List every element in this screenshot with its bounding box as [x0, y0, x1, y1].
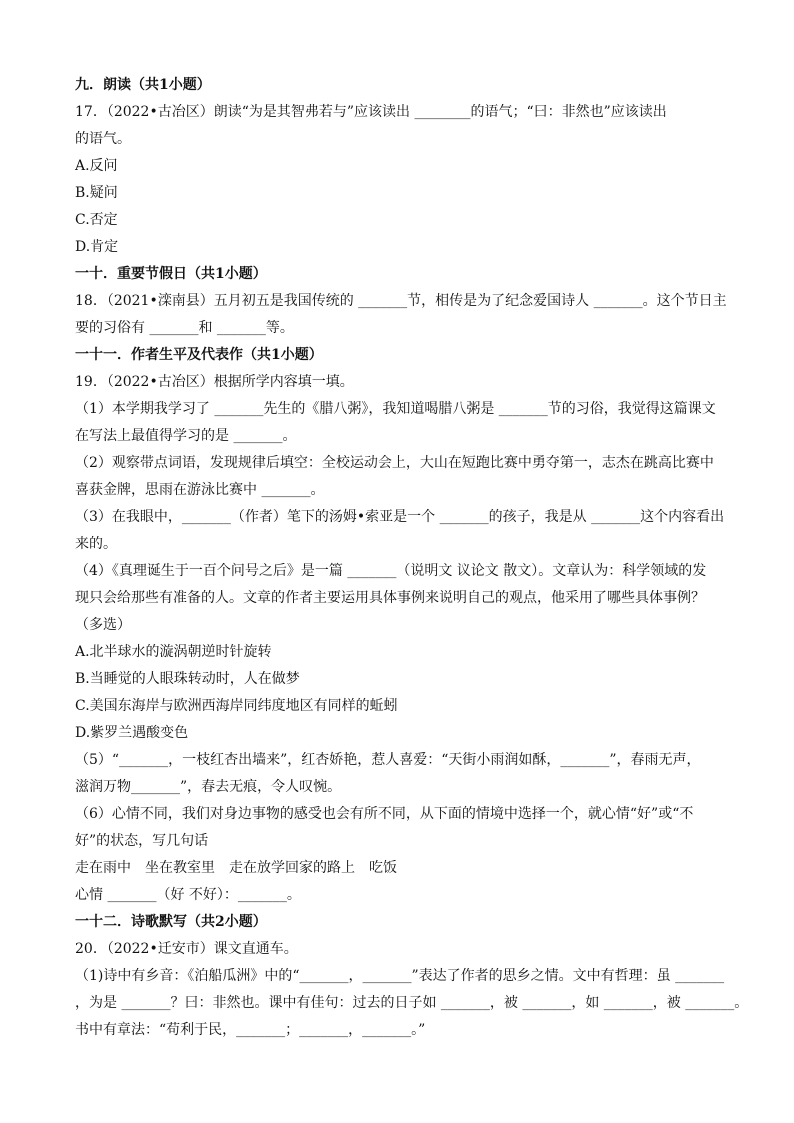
question-19-part-1-line-1: （1）本学期我学习了 _______先生的《腊八粥》，我知道喝腊八粥是 _______节的习俗，我觉得这篇课文 — [75, 401, 716, 417]
option-d: D.紫罗兰遇酸变色 — [75, 725, 189, 741]
section-heading-poetry: 一十二．诗歌默写（共2小题） — [75, 914, 267, 930]
question-19-part-4-line-2: 现只会给那些有准备的人。文章的作者主要运用具体事例来说明自己的观点，他采用了哪些具体事例？ — [75, 590, 705, 606]
question-19-part-6-line-4: 心情 _______（好 不好）：_______。 — [75, 887, 301, 903]
option-c: C.否定 — [75, 212, 118, 228]
question-19-part-1-line-2: 在写法上最值得学习的是 _______。 — [75, 428, 297, 444]
option-d: D.肯定 — [75, 239, 119, 255]
option-a: A.反问 — [75, 158, 118, 174]
section-heading-holidays: 一十．重要节假日（共1小题） — [75, 266, 267, 282]
question-19-part-4-line-1: （4）《真理诞生于一百个问号之后》是一篇 _______（说明文 议论文 散文）。文章认为：科学领域的发 — [75, 563, 707, 579]
question-19-part-6-line-3: 走在雨中 坐在教室里 走在放学回家的路上 吃饭 — [75, 860, 397, 876]
question-19-part-6-line-1: （6）心情不同，我们对身边事物的感受也会有所不同，从下面的情境中选择一个，就心情“好”或“不 — [75, 806, 694, 822]
document-page — [75, 72, 749, 1044]
section-heading-reading: 九．朗读（共1小题） — [75, 77, 211, 93]
section-heading-authors: 一十一．作者生平及代表作（共1小题） — [75, 347, 323, 363]
option-c: C.美国东海岸与欧洲西海岸同纬度地区有同样的蚯蚓 — [75, 698, 398, 714]
option-b: B.疑问 — [75, 185, 118, 201]
question-19-part-5-line-1: （5）“_______，一枝红杏出墙来”，红杏娇艳，惹人喜爱：“天街小雨润如酥，_______”，春雨无声， — [75, 752, 701, 768]
question-19-part-2-line-1: （2）观察带点词语，发现规律后填空：全校运动会上，大山在短跑比赛中勇夺第一，志杰在跳高比赛中 — [75, 455, 714, 471]
question-19-part-5-line-2: 滋润万物_______”，春去无痕，令人叹惋。 — [75, 779, 342, 795]
question-19-part-3-line-1: （3）在我眼中，_______（作者）笔下的汤姆•索亚是一个 _______的孩子，我是从 _______这个内容看出 — [75, 509, 725, 525]
option-a: A.北半球水的漩涡朝逆时针旋转 — [75, 644, 272, 660]
question-20-line-3: 书中有章法：“苟利于民，_______；_______，_______。” — [75, 1022, 426, 1038]
question-17-line-2: 的语气。 — [75, 131, 131, 147]
question-19-part-6-line-2: 好”的状态，写几句话 — [75, 833, 209, 849]
option-b: B.当睡觉的人眼珠转动时，人在做梦 — [75, 671, 300, 687]
question-18-line-2: 要的习俗有 _______和 _______等。 — [75, 320, 294, 336]
question-17-line-1: 17．（2022•古冶区）朗读“为是其智弗若与”应该读出 ________的语气；“曰：非然也”应该读出 — [75, 104, 667, 120]
question-19-part-2-line-2: 喜获金牌，思雨在游泳比赛中 _______。 — [75, 482, 325, 498]
question-19-intro: 19．（2022•古冶区）根据所学内容填一填。 — [75, 374, 354, 390]
question-20-intro: 20．（2022•迁安市）课文直通车。 — [75, 941, 298, 957]
question-20-line-2: ，为是 _______？曰：非然也。课中有佳句：过去的日子如 _______，被 _______，如 _______，被 _______。 — [75, 995, 749, 1011]
question-19-part-4-line-3: （多选） — [75, 617, 131, 633]
question-20-line-1: （1)诗中有乡音：《泊船瓜洲》中的“_______，_______”表达了作者的思乡之情。文中有哲理：虽 _______ — [75, 968, 725, 984]
question-19-part-3-line-2: 来的。 — [75, 536, 117, 552]
question-18-line-1: 18．（2021•滦南县）五月初五是我国传统的 _______节，相传是为了纪念爱国诗人 _______。这个节日主 — [75, 293, 727, 309]
